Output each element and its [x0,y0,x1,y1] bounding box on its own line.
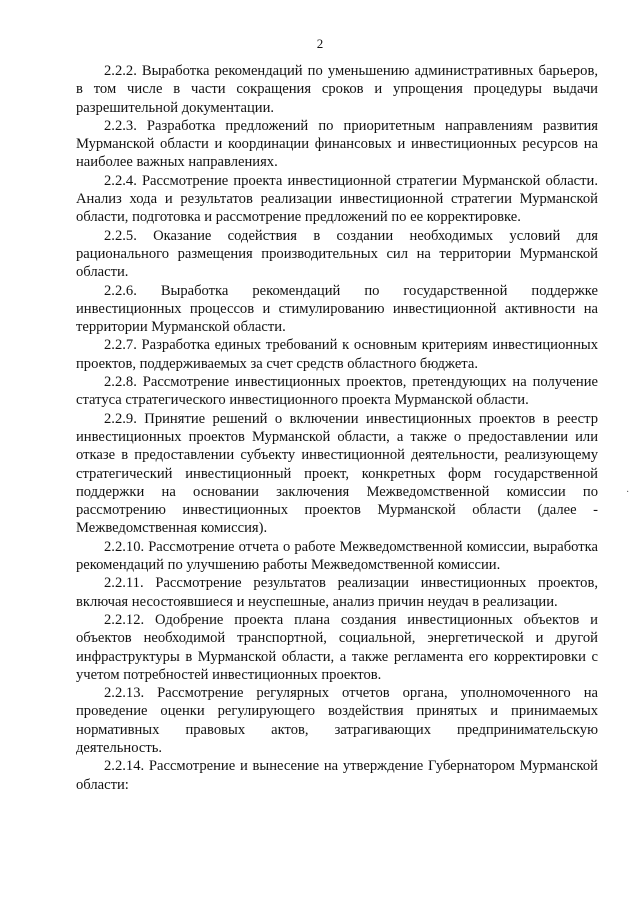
paragraph-2-2-10: 2.2.10. Рассмотрение отчета о работе Межведомственной комиссии, выработка рекомендаций по улучшению работы Межведомственной комиссии. [76,538,598,574]
paragraph-2-2-14: 2.2.14. Рассмотрение и вынесение на утверждение Губернатором Мурманской области: [76,758,598,793]
paragraph-2-2-5: 2.2.5. Оказание содействия в создании необходимых условий для рационального размещения производительных сил на территории Мурманской области. [76,227,598,281]
paragraph-2-2-13: 2.2.13. Рассмотрение регулярных отчетов органа, уполномоченного на проведение оценки регулирующего воздействия принятых и принимаемых нормативных правовых актов, затрагивающих предпринимательскую деятельность. [76,685,598,756]
paragraph-2-2-12: 2.2.12. Одобрение проекта плана создания инвестиционных объектов и объектов необходимой транспортной, социальной, энергетической и другой инфраструктуры в Мурманской области, а также регламента его корректировки с учетом потребностей инвестиционных проектов. [76,611,598,683]
paragraph-2-2-2: 2.2.2. Выработка рекомендаций по уменьшению административных барьеров, в том числе в части сокращения сроков и упрощения процедуры выдачи разрешительной документации. [76,63,598,116]
document-body [76,62,598,794]
paragraph-2-2-7: 2.2.7. Разработка единых требований к основным критериям инвестиционных проектов, поддерживаемых за счет средств областного бюджета. [76,337,598,372]
paragraph-2-2-11: 2.2.11. Рассмотрение результатов реализации инвестиционных проектов, включая несостоявшиеся и неуспешные, анализ причин неудач в реализации. [76,575,598,610]
page-number: 2 [316,36,324,51]
paragraph-2-2-9: 2.2.9. Принятие решений о включении инвестиционных проектов в реестр инвестиционных проектов Мурманской области, а также о предоставлении или отказе в предоставлении субъекту инвестиционной деятельности, реализующему стратегический инвестиционный проект, конкретных форм государственной поддержки на основании заключения Межведомственной комиссии по рассмотрению инвестиционных проектов Мурманской области (далее - Межведомственная комиссия). [76,410,598,537]
paragraph-2-2-6: 2.2.6. Выработка рекомендаций по государственной поддержке инвестиционных процессов и стимулированию инвестиционной активности на территории Мурманской области. [76,282,598,336]
margin-scan-mark: · [626,487,630,498]
paragraph-2-2-4: 2.2.4. Рассмотрение проекта инвестиционной стратегии Мурманской области. Анализ хода и результатов реализации инвестиционной стратегии Мурманской области, подготовка и рассмотрение предложений по ее корректировке. [76,172,598,226]
paragraph-2-2-3: 2.2.3. Разработка предложений по приоритетным направлениям развития Мурманской области и координации финансовых и инвестиционных ресурсов на наиболее важных направлениях. [76,117,598,171]
paragraph-2-2-8: 2.2.8. Рассмотрение инвестиционных проектов, претендующих на получение статуса стратегического инвестиционного проекта Мурманской области. [76,374,598,409]
